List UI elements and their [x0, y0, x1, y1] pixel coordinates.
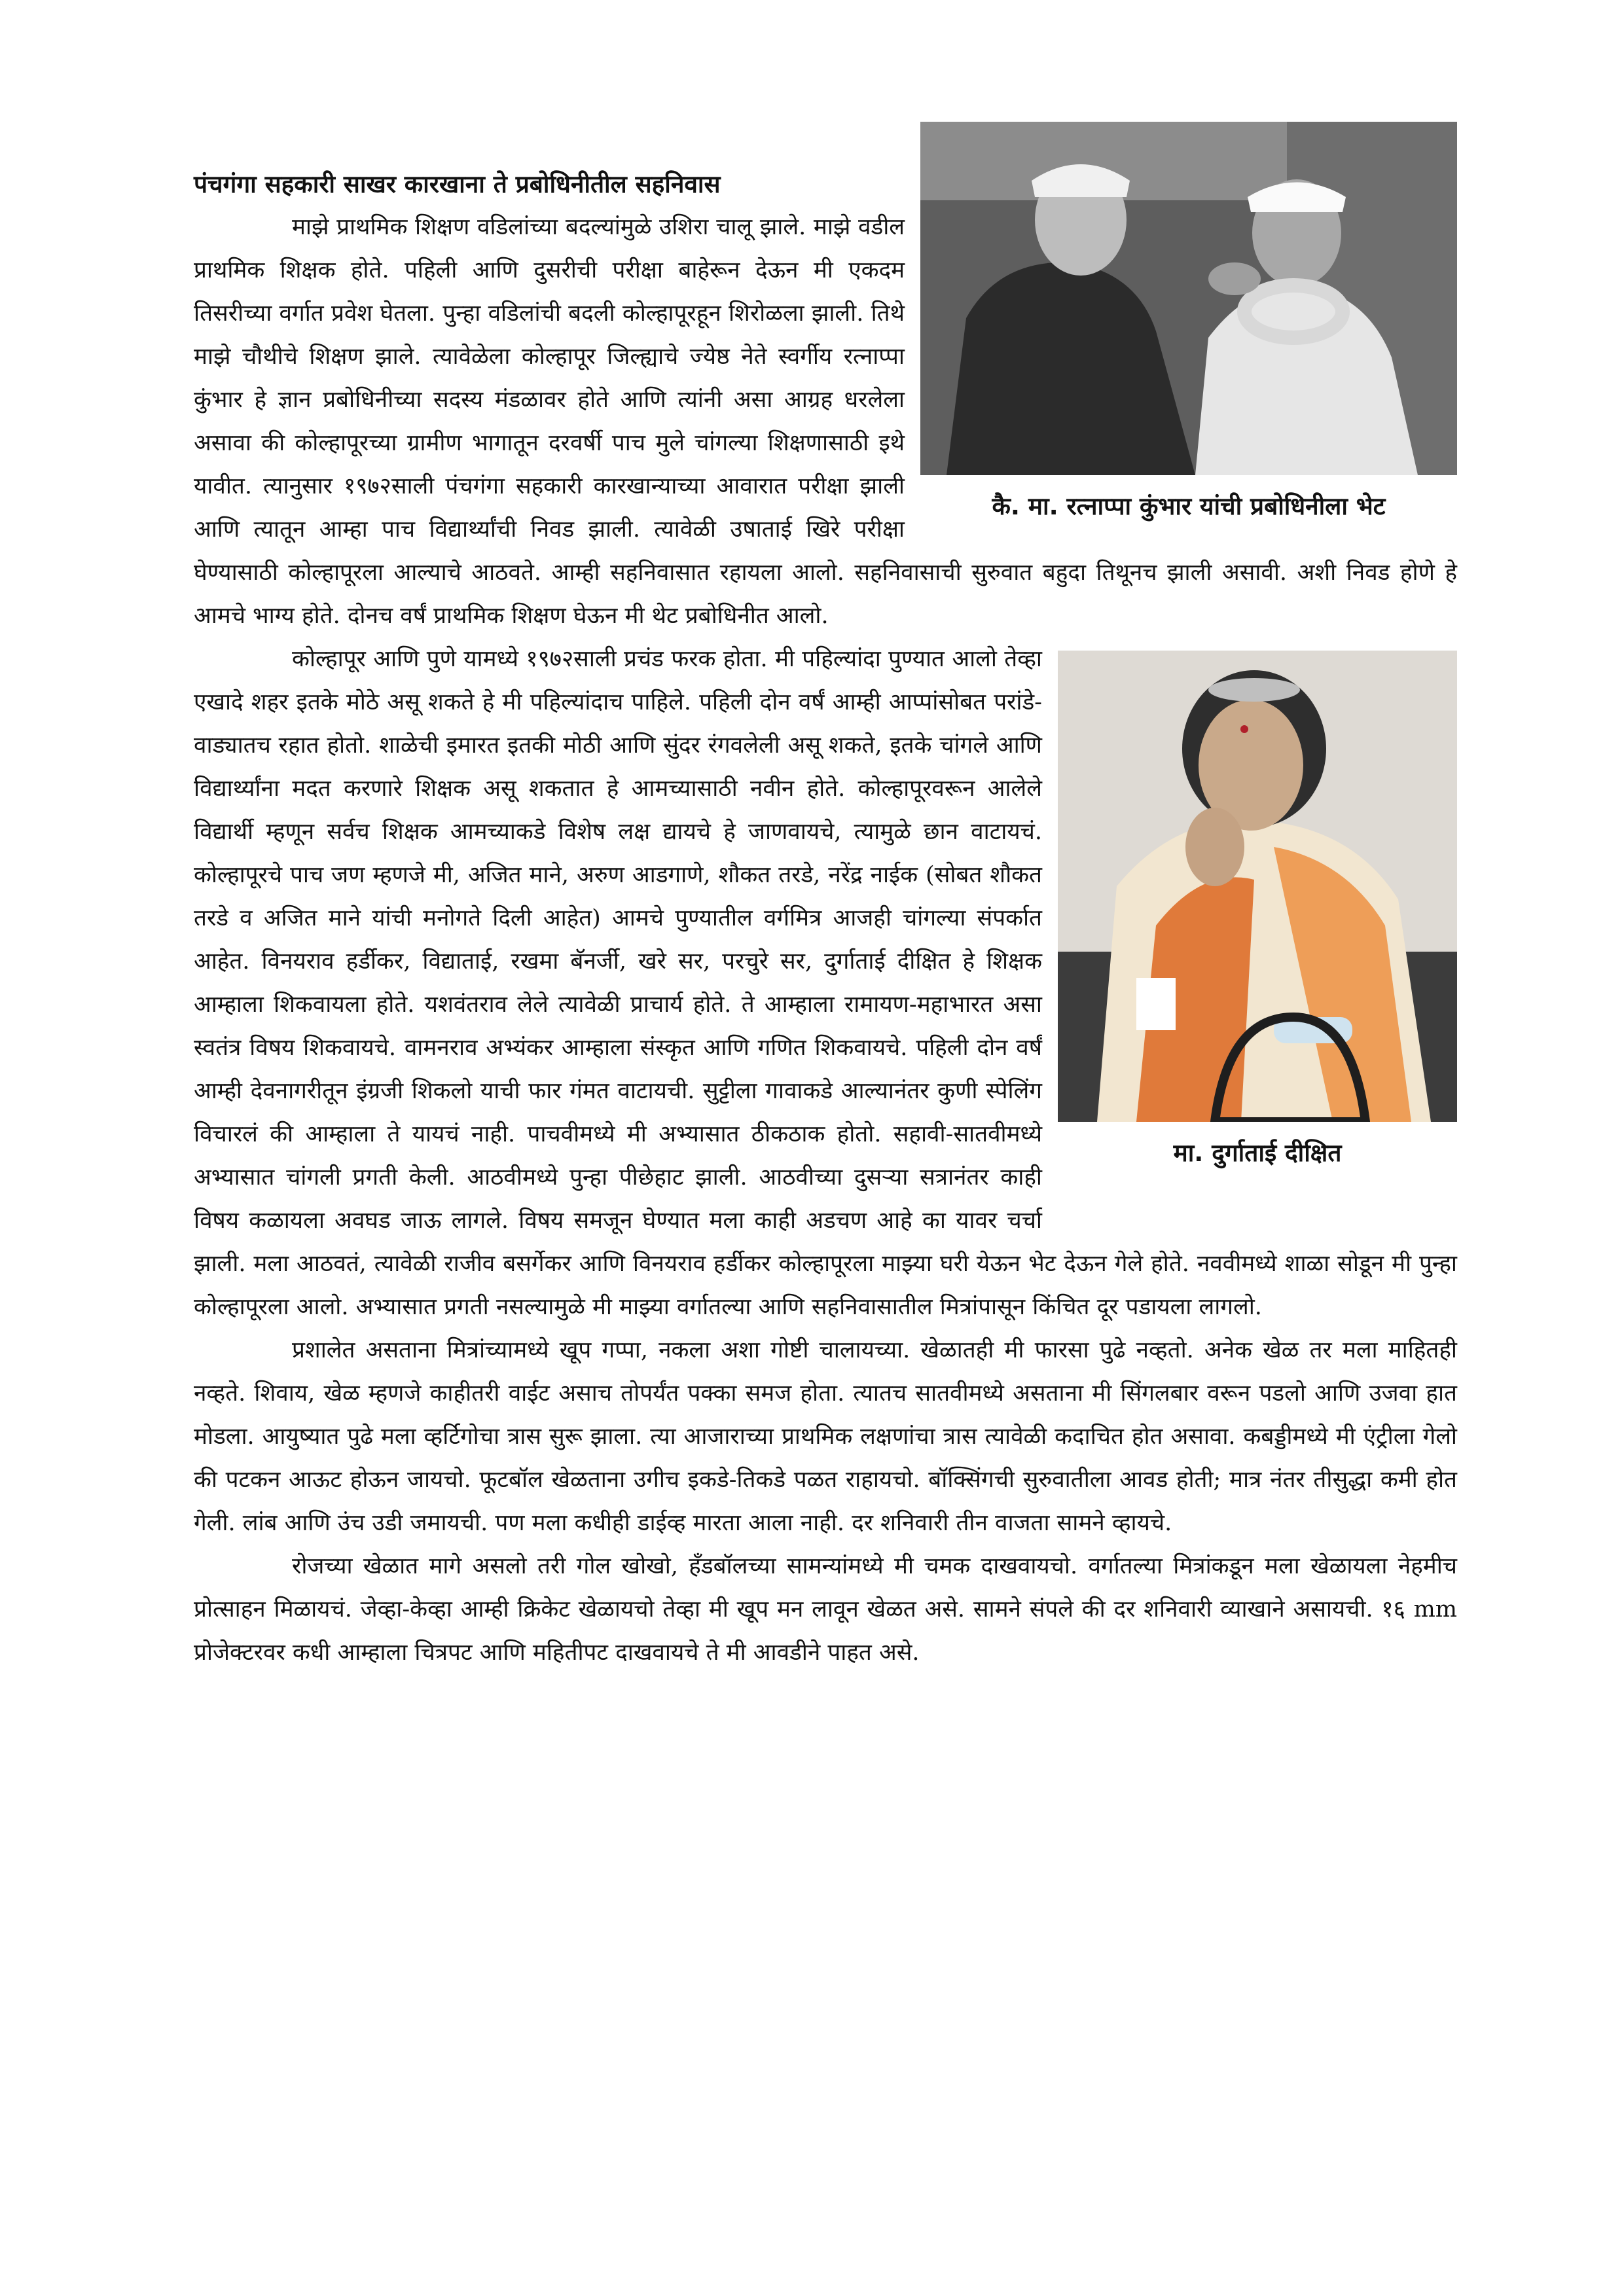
figure-ratnappa-kumbhar-visit — [920, 122, 1457, 547]
section-title: पंचगंगा सहकारी साखर कारखाना ते प्रबोधिनीतील सहनिवास — [194, 170, 721, 198]
paragraph-3: प्रशालेत असताना मित्रांच्यामध्ये खूप गप्पा, नकला अशा गोष्टी चालायच्या. खेळातही मी फारसा पुढे नव्हतो. अनेक खेळ तर मला माहितही नव्हते. शिवाय, खेळ म्हणजे काहीतरी वाईट असाच तोपर्यंत पक्का समज होता. त्यातच सातवीमध्ये असताना मी सिंगलबार वरून पडलो आणि उजवा हात मोडला. आयुष्यात पुढे मला व्हर्टिगोचा त्रास सुरू झाला. त्या आजाराच्या प्राथमिक लक्षणांचा त्रास त्यावेळी कदाचित होत असावा. कबड्डीमध्ये मी एंट्रीला गेलो की पटकन आऊट होऊन जायचो. फूटबॉल खेळताना उगीच इकडे-तिकडे पळत राहायचो. बॉक्सिंगची सुरुवातीला आवड होती; मात्र नंतर तीसुद्धा कमी होत गेली. लांब आणि उंच उडी जमायची. पण मला कधीही डाईव्ह मारता आला नाही. दर शनिवारी तीन वाजता सामने व्हायचे. — [194, 1337, 1457, 1536]
photo-woman-seated — [1058, 651, 1457, 1122]
article-body — [194, 164, 1457, 1674]
figure-durgatai-dixit — [1058, 651, 1457, 1213]
figure-caption-1: कै. मा. रत्नाप्पा कुंभार यांची प्रबोधिनीला भेट — [992, 492, 1386, 520]
photo-two-men-garland — [920, 122, 1457, 475]
paragraph-4: रोजच्या खेळात मागे असलो तरी गोल खोखो, हँडबॉलच्या सामन्यांमध्ये मी चमक दाखवायचो. वर्गातल्या मित्रांकडून मला खेळायला नेहमीच प्रोत्साहन मिळायचं. जेव्हा-केव्हा आम्ही क्रिकेट खेळायचो तेव्हा मी खूप मन लावून खेळत असे. सामने संपले की दर शनिवारी व्याखाने असायची. १६ mm प्रोजेक्टरवर कधी आम्हाला चित्रपट आणि महितीपट दाखवायचे ते मी आवडीने पाहत असे. — [194, 1553, 1457, 1666]
figure-caption-2: मा. दुर्गाताई दीक्षित — [1173, 1139, 1342, 1167]
paragraph-1: माझे प्राथमिक शिक्षण वडिलांच्या बदल्यांमुळे उशिरा चालू झाले. माझे वडील प्राथमिक शिक्षक होते. पहिली आणि दुसरीची परीक्षा बाहेरून देऊन मी एकदम तिसरीच्या वर्गात प्रवेश घेतला. पुन्हा वडिलांची बदली कोल्हापूरहून शिरोळला झाली. तिथे माझे चौथीचे शिक्षण झाले. त्यावेळेला कोल्हापूर जिल्ह्याचे ज्येष्ठ नेते स्वर्गीय रत्नाप्पा कुंभार हे ज्ञान प्रबोधिनीच्या सदस्य मंडळावर होते आणि त्यांनी असा आग्रह धरलेला असावा की कोल्हापूरच्या ग्रामीण भागातून दरवर्षी पाच मुले चांगल्या शिक्षणासाठी इथे यावीत. त्यानुसार १९७२साली पंचगंगा सहकारी कारखान्याच्या आवारात परीक्षा झाली आणि त्यातून आम्हा पाच विद्यार्थ्यांची निवड झाली. त्यावेळी उषाताई खिरे परीक्षा घेण्यासाठी कोल्हापूरला आल्याचे आठवते. आम्ही सहनिवासात रहायला आलो. सहनिवासाची सुरुवात बहुदा तिथूनच झाली असावी. अशी निवड होणे हे आमचे भाग्य होते. दोनच वर्षं प्राथमिक शिक्षण घेऊन मी थेट प्रबोधिनीत आलो. — [194, 214, 1457, 629]
paragraph-2: कोल्हापूर आणि पुणे यामध्ये १९७२साली प्रचंड फरक होता. मी पहिल्यांदा पुण्यात आलो तेव्हा एखादे शहर इतके मोठे असू शकते हे मी पहिल्यांदाच पाहिले. पहिली दोन वर्षं आम्ही आप्पांसोबत परांडे-वाड्यातच रहात होतो. शाळेची इमारत इतकी मोठी आणि सुंदर रंगवलेली असू शकते, इतके चांगले आणि विद्यार्थ्यांना मदत करणारे शिक्षक असू शकतात हे आमच्यासाठी नवीन होते. कोल्हापूरवरून आलेले विद्यार्थी म्हणून सर्वच शिक्षक आमच्याकडे विशेष लक्ष द्यायचे हे जाणवायचे, त्यामुळे छान वाटायचं. कोल्हापूरचे पाच जण म्हणजे मी, अजित माने, अरुण आडगाणे, शौकत तरडे, नरेंद्र नाईक (सोबत शौकत तरडे व अजित माने यांची मनोगते दिली आहेत) आमचे पुण्यातील वर्गमित्र आजही चांगल्या संपर्कात आहेत. विनयराव हर्डीकर, विद्याताई, रखमा बॅनर्जी, खरे सर, परचुरे सर, दुर्गाताई दीक्षित हे शिक्षक आम्हाला शिकवायला होते. यशवंतराव लेले त्यावेळी प्राचार्य होते. ते आम्हाला रामायण-महाभारत असा स्वतंत्र विषय शिकवायचे. वामनराव अभ्यंकर आम्हाला संस्कृत आणि गणित शिकवायचे. पहिली दोन वर्षं आम्ही देवनागरीतून इंग्रजी शिकलो याची फार गंमत वाटायची. सुट्टीला गावाकडे आल्यानंतर कुणी स्पेलिंग विचारलं की आम्हाला ते यायचं नाही. पाचवीमध्ये मी अभ्यासात ठीकठाक होतो. सहावी-सातवीमध्ये अभ्यासात चांगली प्रगती केली. आठवीमध्ये पुन्हा पीछेहाट झाली. आठवीच्या दुसऱ्या सत्रानंतर काही विषय कळायला अवघड जाऊ लागले. विषय समजून घेण्यात मला काही अडचण आहे का यावर चर्चा झाली. मला आठवतं, त्यावेळी राजीव बसर्गेकर आणि विनयराव हर्डीकर कोल्हापूरला माझ्या घरी येऊन भेट देऊन गेले होते. नववीमध्ये शाळा सोडून मी पुन्हा कोल्हापूरला आलो. अभ्यासात प्रगती नसल्यामुळे मी माझ्या वर्गातल्या आणि सहनिवासातील मित्रांपासून किंचित दूर पडायला लागलो. — [194, 646, 1457, 1320]
